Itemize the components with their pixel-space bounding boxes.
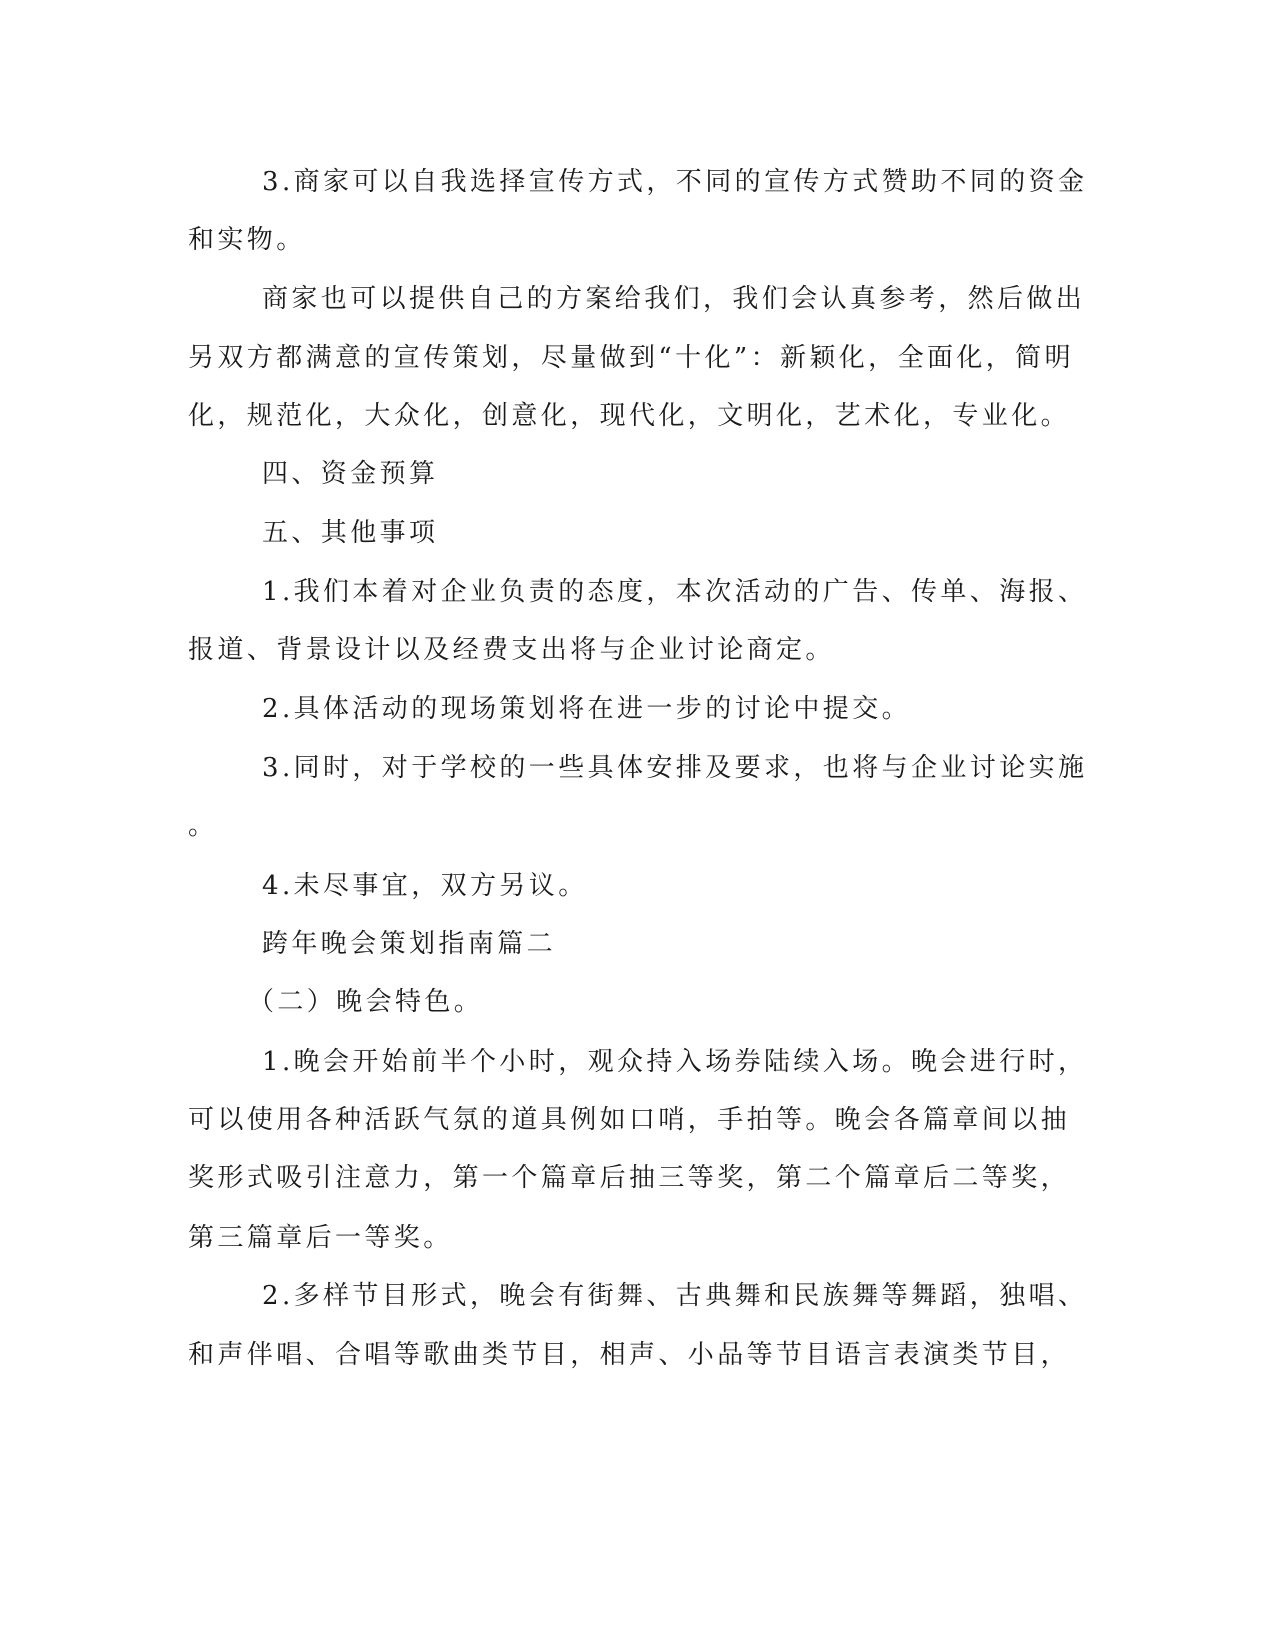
paragraph-line: 报道、背景设计以及经费支出将与企业讨论商定。 (188, 635, 835, 665)
paragraph-line: 化，规范化，大众化，创意化，现代化，文明化，艺术化，专业化。 (188, 401, 1071, 431)
paragraph-line: 另双方都满意的宣传策划，尽量做到“十化”：新颖化，全面化，简明 (188, 343, 1074, 373)
paragraph-line: 第三篇章后一等奖。 (188, 1223, 453, 1253)
paragraph-line: 和实物。 (188, 225, 306, 255)
section-heading: 五、其他事项 (262, 518, 439, 548)
paragraph-line: 3.商家可以自我选择宣传方式，不同的宣传方式赞助不同的资金 (262, 167, 1088, 197)
paragraph-line: 。 (188, 811, 218, 841)
paragraph-line: 1.晚会开始前半个小时，观众持入场券陆续入场。晚会进行时， (262, 1047, 1088, 1077)
section-heading: 四、资金预算 (262, 459, 439, 489)
paragraph-line: 4.未尽事宜，双方另议。 (262, 871, 588, 901)
paragraph-line: 和声伴唱、合唱等歌曲类节目，相声、小品等节目语言表演类节目， (188, 1340, 1071, 1370)
paragraph-line: 1.我们本着对企业负责的态度，本次活动的广告、传单、海报、 (262, 577, 1088, 607)
paragraph-line: 商家也可以提供自己的方案给我们，我们会认真参考，然后做出 (262, 284, 1086, 314)
section-heading: （二）晚会特色。 (248, 987, 484, 1017)
paragraph-line: 奖形式吸引注意力，第一个篇章后抽三等奖，第二个篇章后二等奖， (188, 1163, 1071, 1193)
paragraph-line: 2.多样节目形式，晚会有街舞、古典舞和民族舞等舞蹈，独唱、 (262, 1281, 1088, 1311)
paragraph-line: 可以使用各种活跃气氛的道具例如口哨，手拍等。晚会各篇章间以抽 (188, 1105, 1071, 1135)
paragraph-line: 3.同时，对于学校的一些具体安排及要求，也将与企业讨论实施 (262, 753, 1088, 783)
paragraph-line: 2.具体活动的现场策划将在进一步的讨论中提交。 (262, 694, 912, 724)
section-heading: 跨年晚会策划指南篇二 (262, 929, 557, 959)
